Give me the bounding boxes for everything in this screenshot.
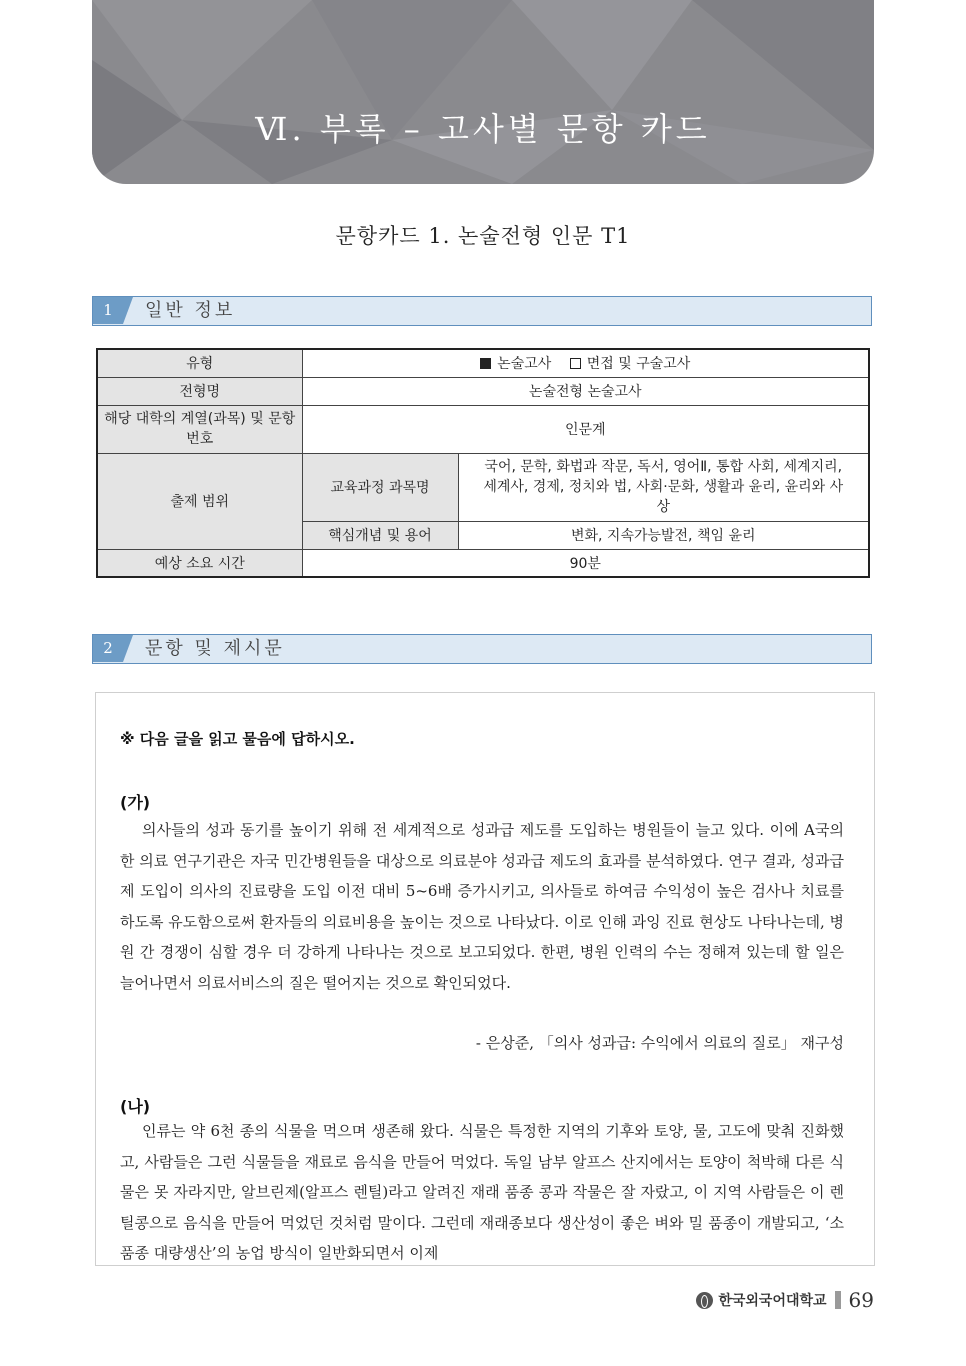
section-number: 2 <box>93 635 123 662</box>
admission-label: 전형명 <box>97 377 302 405</box>
type-label: 유형 <box>97 349 302 377</box>
section-header-general-info <box>92 296 872 326</box>
field-label: 해당 대학의 계열(과목) 및 문항번호 <box>97 405 302 453</box>
curriculum-value: 국어, 문학, 화법과 작문, 독서, 영어Ⅱ, 통합 사회, 세계지리, 세계사, 경제, 정치와 법, 사회·문화, 생활과 윤리, 윤리와 사상 <box>458 453 869 521</box>
page-footer <box>696 1288 874 1312</box>
section-label: 일반 정보 <box>145 300 236 321</box>
university-name: 한국외국어대학교 <box>718 1293 827 1309</box>
unchecked-box-icon <box>570 358 581 369</box>
chapter-banner <box>92 0 874 184</box>
table-row <box>97 549 869 577</box>
passage-na-label: (나) <box>120 1097 151 1116</box>
general-info-table <box>96 348 870 578</box>
admission-value: 논술전형 논술고사 <box>302 377 869 405</box>
table-row <box>97 349 869 377</box>
university-logo-icon <box>696 1292 713 1309</box>
concepts-label: 핵심개념 및 용어 <box>302 521 458 549</box>
time-value: 90분 <box>302 549 869 577</box>
scope-label: 출제 범위 <box>97 453 302 549</box>
type-option-checked: 논술고사 <box>497 356 552 373</box>
passage-ga-text: 의사들의 성과 동기를 높이기 위해 전 세계적으로 성과급 제도를 도입하는 병원들이 늘고 있다. 이에 A국의 한 의료 연구기관은 자국 민간병원들을 대상으로 의료분야 성과급 제도의 효과를 분석하였다. 연구 결과, 성과급제 도입이 의사의 진료량을 도입 이전 대비 5~6배 증가시키고, 의사들로 하여금 수익성이 높은 검사나 치료를 하도록 유도함으로써 환자들의 의료비용을 높이는 것으로 나타났다. 이로 인해 과잉 진료 현상도 나타나는데, 병원 간 경쟁이 심할 경우 더 강하게 나타나는 것으로 보고되었다. 한편, 병원 인력의 수는 정해져 있는데 할 일은 늘어나면서 의료서비스의 질은 떨어지는 것으로 확인되었다. <box>120 821 844 992</box>
section-slant-decoration <box>123 297 133 324</box>
instruction: ※ 다음 글을 읽고 물음에 답하시오. <box>120 730 355 748</box>
curriculum-label: 교육과정 과목명 <box>302 453 458 521</box>
footer-divider <box>835 1291 841 1309</box>
concepts-value: 변화, 지속가능발전, 책임 윤리 <box>458 521 869 549</box>
table-row <box>97 405 869 453</box>
section-header-questions <box>92 634 872 664</box>
type-option-unchecked: 면접 및 구술고사 <box>586 356 691 373</box>
section-label: 문항 및 제시문 <box>145 638 285 659</box>
field-value: 인문계 <box>302 405 869 453</box>
chapter-title: Ⅵ. 부록 – 고사별 문항 카드 <box>255 110 711 148</box>
section-slant-decoration <box>123 635 133 662</box>
table-row <box>97 377 869 405</box>
passage-na-text: 인류는 약 6천 종의 식물을 먹으며 생존해 왔다. 식물은 특정한 지역의 기후와 토양, 물, 고도에 맞춰 진화했고, 사람들은 그런 식물들을 재료로 음식을 만들어 먹었다. 독일 남부 알프스 산지에서는 토양이 척박해 다른 식물은 못 자라지만, 알브린제(알프스 렌틸)라고 알려진 재래 품종 콩과 작물은 잘 자랐고, 이 지역 사람들은 이 렌틸콩으로 음식을 만들어 먹었던 것처럼 말이다. 그런데 재래종보다 생산성이 좋은 벼와 밀 품종이 개발되고, ‘소품종 대량생산’의 농업 방식이 일반화되면서 이제 <box>120 1122 844 1262</box>
time-label: 예상 소요 시간 <box>97 549 302 577</box>
passage-ga-source: - 은상준, 「의사 성과급: 수익에서 의료의 질로」 재구성 <box>475 1034 844 1052</box>
passage-ga-label: (가) <box>120 793 151 812</box>
type-options <box>302 349 869 377</box>
banner-pattern <box>92 0 874 184</box>
section-number: 1 <box>93 297 123 324</box>
table-row <box>97 453 869 521</box>
card-title: 문항카드 1. 논술전형 인문 T1 <box>335 224 631 248</box>
checked-box-icon <box>480 358 491 369</box>
page-number: 69 <box>848 1288 874 1312</box>
